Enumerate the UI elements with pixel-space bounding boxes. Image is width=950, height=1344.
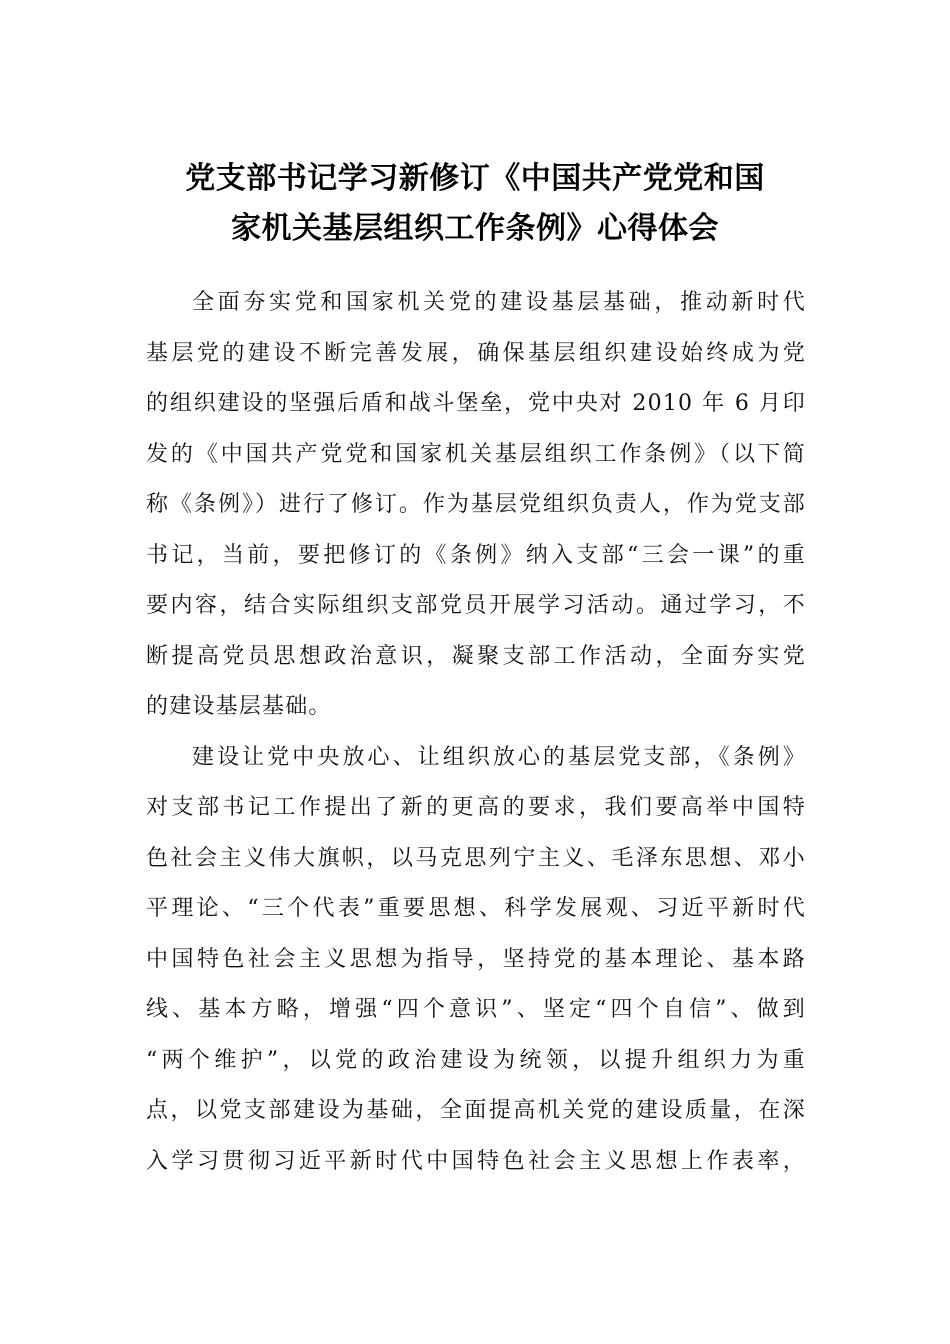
text-line: 基层党的建设不断完善发展，确保基层组织建设始终成为党 (146, 340, 806, 366)
text-line: 全面夯实党和国家机关党的建设基层基础，推动新时代 (192, 290, 806, 315)
text-line: “两个维护”，以党的政治建设为统领，以提升组织力为重 (146, 1047, 806, 1073)
text-line: 称《条例》）进行了修订。作为基层党组织负责人，作为党支部 (146, 492, 806, 517)
title-line-1: 党支部书记学习新修订《中国共产党党和国 (185, 161, 765, 196)
paragraph-2 (146, 733, 806, 1188)
text-line: 断提高党员思想政治意识，凝聚支部工作活动，全面夯实党 (146, 643, 806, 669)
text-line: 的组织建设的坚强后盾和战斗堡垒，党中央对 2010 年 6 月印 (146, 391, 806, 416)
text-line: 点，以党支部建设为基础，全面提高机关党的建设质量，在深 (146, 1098, 806, 1123)
text-line: 要内容，结合实际组织支部党员开展学习活动。通过学习，不 (146, 593, 806, 618)
text-line: 中国特色社会主义思想为指导，坚持党的基本理论、基本路 (146, 946, 806, 972)
text-line: 发的《中国共产党党和国家机关基层组织工作条例》（以下简 (146, 441, 806, 467)
title-line-2: 家机关基层组织工作条例》心得体会 (231, 211, 719, 246)
text-line: 入学习贯彻习近平新时代中国特色社会主义思想上作表率， (146, 1148, 806, 1174)
text-line: 书记，当前，要把修订的《条例》纳入支部“三会一课”的重 (146, 542, 806, 568)
document-body (146, 278, 806, 1187)
text-line: 线、基本方略，增强“四个意识”、坚定“四个自信”、做到 (146, 997, 806, 1022)
paragraph-1 (146, 278, 806, 733)
text-line: 色社会主义伟大旗帜，以马克思列宁主义、毛泽东思想、邓小 (146, 845, 806, 871)
text-line: 的建设基层基础。 (146, 694, 332, 719)
text-line: 对支部书记工作提出了新的更高的要求，我们要高举中国特 (146, 795, 806, 820)
document-title (110, 154, 840, 254)
text-line: 建设让党中央放心、让组织放心的基层党支部，《条例》 (192, 744, 806, 770)
text-line: 平理论、“三个代表”重要思想、科学发展观、习近平新时代 (146, 896, 806, 921)
